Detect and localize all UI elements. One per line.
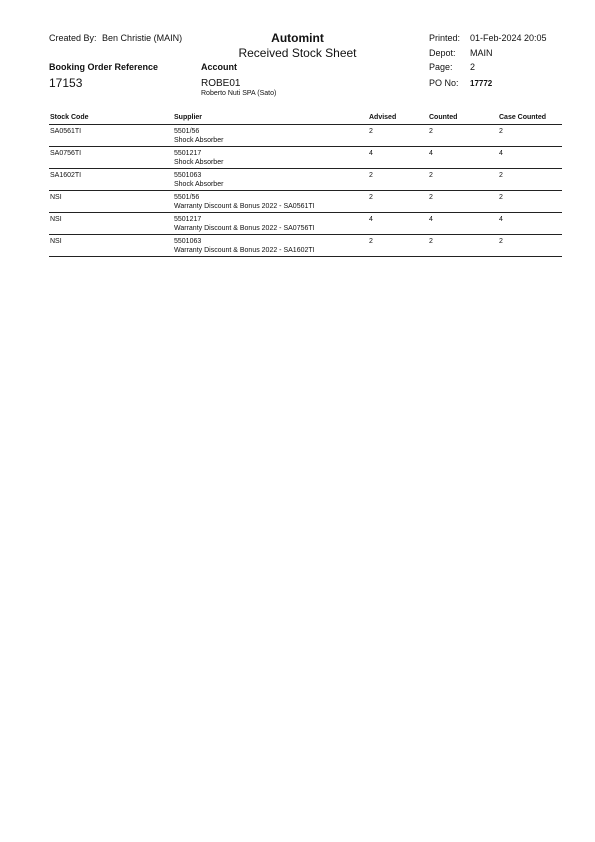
printed-label: Printed:: [429, 33, 461, 43]
case-counted-value: 2: [499, 128, 503, 135]
advised-value: 2: [369, 128, 373, 135]
case-counted-value: 2: [499, 238, 503, 245]
table-header: [49, 114, 562, 125]
supplier-cell: [174, 238, 315, 255]
counted-value: 2: [429, 238, 433, 245]
table-row: [49, 235, 562, 257]
case-counted-value: 2: [499, 172, 503, 179]
supplier-code: 5501217: [174, 216, 202, 223]
printed-value: 01-Feb-2024 20:05: [470, 33, 547, 43]
advised-value: 2: [369, 238, 373, 245]
supplier-cell: [174, 194, 315, 211]
stock-code: NSI: [50, 238, 62, 245]
advised-value: 2: [369, 172, 373, 179]
stock-code: SA0561TI: [50, 128, 82, 135]
table-row: [49, 125, 562, 147]
stock-code: SA0756TI: [50, 150, 82, 157]
supplier-cell: [174, 150, 223, 167]
supplier-code: 5501/56: [174, 128, 200, 135]
supplier-cell: [174, 216, 315, 233]
table-row: [49, 147, 562, 169]
counted-value: 4: [429, 216, 433, 223]
page-label: Page:: [429, 62, 453, 72]
counted-value: 2: [429, 128, 433, 135]
booking-ref-label: Booking Order Reference: [49, 62, 159, 72]
supplier-code: 5501063: [174, 172, 202, 179]
account-code: ROBE01: [201, 78, 241, 89]
table-row: [49, 213, 562, 235]
table-row: [49, 191, 562, 213]
created-by-value: Ben Christie (MAIN): [102, 33, 183, 43]
advised-value: 2: [369, 194, 373, 201]
supplier-code: 5501063: [174, 238, 202, 245]
supplier-desc: Warranty Discount & Bonus 2022 - SA1602TI: [174, 246, 315, 254]
supplier-cell: [174, 128, 223, 145]
document-title: [0, 46, 595, 60]
col-case-counted: Case Counted: [499, 114, 547, 121]
supplier-code: 5501/56: [174, 194, 200, 201]
supplier-desc: Shock Absorber: [174, 180, 224, 188]
table-row: [49, 169, 562, 191]
col-advised: Advised: [369, 114, 397, 121]
counted-value: 2: [429, 194, 433, 201]
supplier-cell: [174, 172, 223, 189]
col-stock-code: Stock Code: [50, 114, 89, 121]
counted-value: 4: [429, 150, 433, 157]
depot-label: Depot:: [429, 48, 456, 58]
counted-value: 2: [429, 172, 433, 179]
stock-table: [49, 114, 562, 257]
account-name: Roberto Nuti SPA (Sato): [201, 90, 277, 97]
stock-code: SA1602TI: [50, 172, 82, 179]
page-value: 2: [470, 62, 476, 72]
depot-value: MAIN: [470, 48, 493, 58]
supplier-desc: Shock Absorber: [174, 158, 224, 166]
supplier-code: 5501217: [174, 150, 202, 157]
po-value: 17772: [470, 79, 493, 88]
advised-value: 4: [369, 150, 373, 157]
company-name-text: Automint: [271, 31, 324, 45]
case-counted-value: 4: [499, 216, 503, 223]
case-counted-value: 4: [499, 150, 503, 157]
document-title-text: Received Stock Sheet: [238, 46, 357, 60]
case-counted-value: 2: [499, 194, 503, 201]
booking-ref-value: 17153: [49, 76, 83, 90]
supplier-desc: Warranty Discount & Bonus 2022 - SA0756TI: [174, 224, 315, 232]
po-label: PO No:: [429, 78, 459, 88]
stock-code: NSI: [50, 194, 62, 201]
stock-code: NSI: [50, 216, 62, 223]
account-label: Account: [201, 62, 237, 72]
col-counted: Counted: [429, 114, 458, 121]
supplier-desc: Warranty Discount & Bonus 2022 - SA0561TI: [174, 202, 315, 210]
advised-value: 4: [369, 216, 373, 223]
col-supplier: Supplier: [174, 114, 203, 121]
supplier-desc: Shock Absorber: [174, 136, 224, 144]
created-by-label: Created By:: [49, 33, 97, 43]
